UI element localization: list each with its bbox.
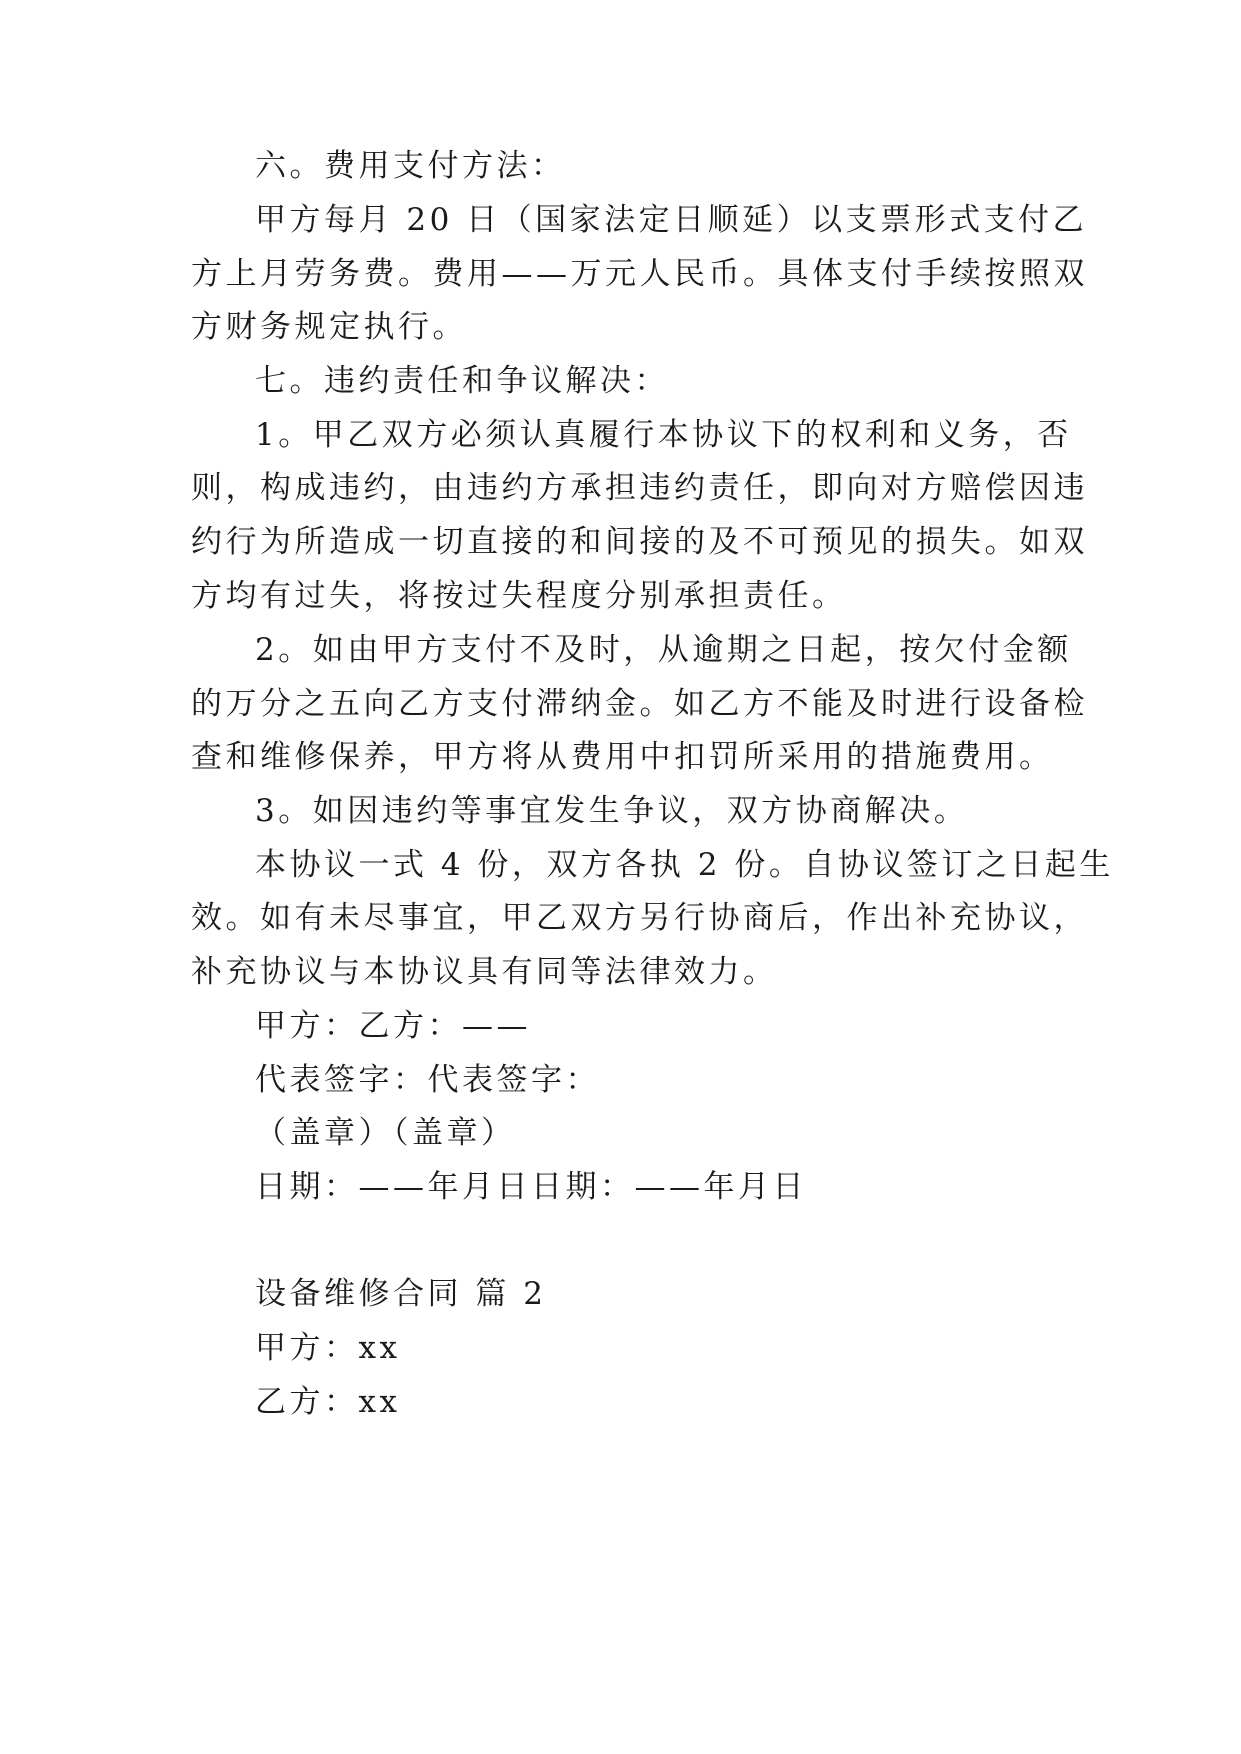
clause-3: 3。如因违约等事宜发生争议，双方协商解决。 <box>255 793 969 829</box>
copies-line-2: 效。如有未尽事宜，甲乙双方另行协商后，作出补充协议， <box>191 900 1088 936</box>
payment-body-line-3: 方财务规定执行。 <box>191 309 467 345</box>
payment-body-line-2: 方上月劳务费。费用——万元人民币。具体支付手续按照双 <box>191 256 1088 292</box>
signature-seals: （盖章）（盖章） <box>255 1115 516 1151</box>
liability-heading: 七。违约责任和争议解决： <box>255 363 669 399</box>
clause-1-line-1: 1。甲乙双方必须认真履行本协议下的权利和义务，否 <box>255 417 1072 453</box>
signature-representatives: 代表签字：代表签字： <box>255 1062 600 1098</box>
clause-2-line-3: 查和维修保养，甲方将从费用中扣罚所采用的措施费用。 <box>191 739 1054 775</box>
clause-1-line-4: 方均有过失，将按过失程度分别承担责任。 <box>191 578 847 614</box>
contract-2-party-a: 甲方：xx <box>255 1330 401 1366</box>
contract-2-title: 设备维修合同 篇 2 <box>255 1276 547 1312</box>
payment-heading: 六。费用支付方法： <box>255 148 566 184</box>
signature-dates: 日期：——年月日日期：——年月日 <box>255 1169 807 1205</box>
clause-2-line-1: 2。如由甲方支付不及时，从逾期之日起，按欠付金额 <box>255 632 1072 668</box>
clause-1-line-3: 约行为所造成一切直接的和间接的及不可预见的损失。如双 <box>191 524 1088 560</box>
copies-line-3: 补充协议与本协议具有同等法律效力。 <box>191 954 778 990</box>
clause-2-line-2: 的万分之五向乙方支付滞纳金。如乙方不能及时进行设备检 <box>191 686 1088 722</box>
clause-1-line-2: 则，构成违约，由违约方承担违约责任，即向对方赔偿因违 <box>191 470 1088 506</box>
payment-body-line-1: 甲方每月 20 日（国家法定日顺延）以支票形式支付乙 <box>255 202 1088 238</box>
copies-line-1: 本协议一式 4 份，双方各执 2 份。自协议签订之日起生 <box>255 847 1114 883</box>
contract-2-party-b: 乙方：xx <box>255 1384 401 1420</box>
signature-parties: 甲方：乙方：—— <box>255 1008 531 1044</box>
